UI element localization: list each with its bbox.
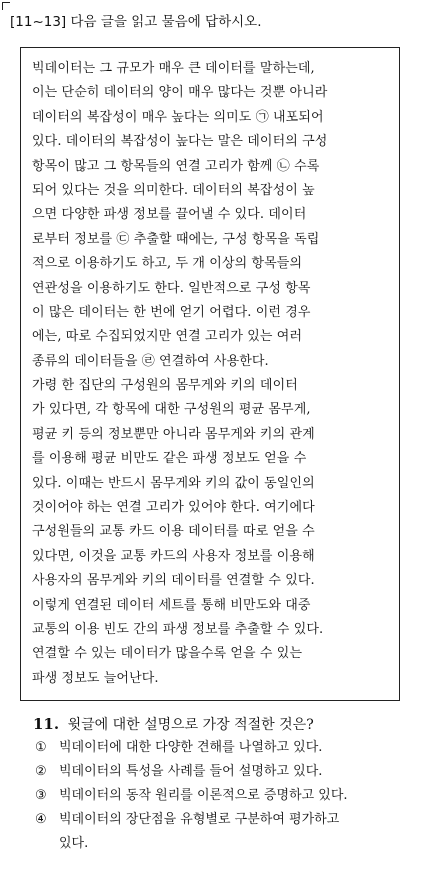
passage-line: 파생 정보도 늘어난다. [32,670,159,686]
corner-mark [2,2,10,10]
choice-4-continuation: 있다. [59,836,89,851]
section-header: [11~13] 다음 글을 읽고 물음에 답하시오. [10,14,262,30]
passage-line: 교통의 이용 빈도 간의 파생 정보를 추출할 수 있다. [32,621,324,637]
passage-line: 연결할 수 있는 데이터가 많을수록 얻을 수 있는 [32,646,303,662]
choice-text: 빅데이터의 장단점을 유형별로 구분하여 평가하고 [59,812,340,827]
passage-line: 빅데이터는 그 규모가 매우 큰 데이터를 말하는데, [32,61,315,76]
choice-marker: ④ [35,812,47,827]
choice-marker: ① [35,740,47,755]
choice-text: 빅데이터에 대한 다양한 견해를 나열하고 있다. [59,740,323,755]
answer-choices [35,736,405,856]
passage-line: 으면 다양한 파생 정보를 끌어낼 수 있다. 데이터 [32,207,307,223]
passage-line: 사용자의 몸무게와 키의 데이터를 연결할 수 있다. [32,573,315,589]
passage-line: 이는 단순히 데이터의 양이 매우 많다는 것뿐 아니라 [32,85,328,101]
choice-text: 빅데이터의 특성을 사례를 들어 설명하고 있다. [59,764,323,779]
passage-line: 평균 키 등의 정보뿐만 아니라 몸무게와 키의 관계 [32,426,315,442]
passage-line: 에는, 따로 수집되었지만 연결 고리가 있는 여러 [32,329,303,345]
passage-text [32,57,394,691]
passage-line: 구성원들의 교통 카드 이용 데이터를 따로 얻을 수 [32,524,315,540]
passage-line: 를 이용해 평균 비만도 같은 파생 정보도 얻을 수 [32,451,307,467]
choice-marker: ② [35,764,47,779]
passage-line: 있다. 이때는 반드시 몸무게와 키의 값이 동일인의 [32,475,315,491]
passage-line: 데이터의 복잡성이 매우 높다는 의미도 ㉠ 내포되어 [32,109,324,125]
choice-2[interactable] [35,760,405,784]
passage-line: 로부터 정보를 ㉢ 추출할 때에는, 구성 항목을 독립 [32,231,320,247]
choice-marker: ③ [35,788,47,803]
passage-line: 있다면, 이것을 교통 카드의 사용자 정보를 이용해 [32,548,315,564]
passage-line: 연관성을 이용하기도 한다. 일반적으로 구성 항목 [32,280,311,296]
passage-line: 적으로 이용하기도 하고, 두 개 이상의 항목들의 [32,256,303,272]
choice-text: 빅데이터의 동작 원리를 이론적으로 증명하고 있다. [59,788,348,803]
choice-4[interactable] [35,808,405,832]
passage-line: 종류의 데이터들을 ㉣ 연결하여 사용한다. [32,353,269,369]
passage-line: 이 많은 데이터는 한 번에 얻기 어렵다. 이런 경우 [32,304,311,320]
choice-3[interactable] [35,784,405,808]
passage-line: 되어 있다는 것을 의미한다. 데이터의 복잡성이 높 [32,182,315,198]
passage-line: 항목이 많고 그 항목들의 연결 고리가 함께 ㉡ 수록 [32,158,320,174]
passage-line: 있다. 데이터의 복잡성이 높다는 말은 데이터의 구성 [32,134,328,150]
passage-line: 가 있다면, 각 항목에 대한 구성원의 평균 몸무게, [32,402,311,418]
passage-line: 것이어야 하는 연결 고리가 있어야 한다. 여기에다 [32,500,315,516]
choice-1[interactable] [35,736,405,760]
question-number: 11. [33,715,60,733]
passage-line: 이렇게 연결된 데이터 세트를 통해 비만도와 대중 [32,597,311,613]
question-text: 윗글에 대한 설명으로 가장 적절한 것은? [67,717,314,733]
passage-line: 가령 한 집단의 구성원의 몸무게와 키의 데이터 [32,378,298,394]
question-11 [33,714,314,734]
